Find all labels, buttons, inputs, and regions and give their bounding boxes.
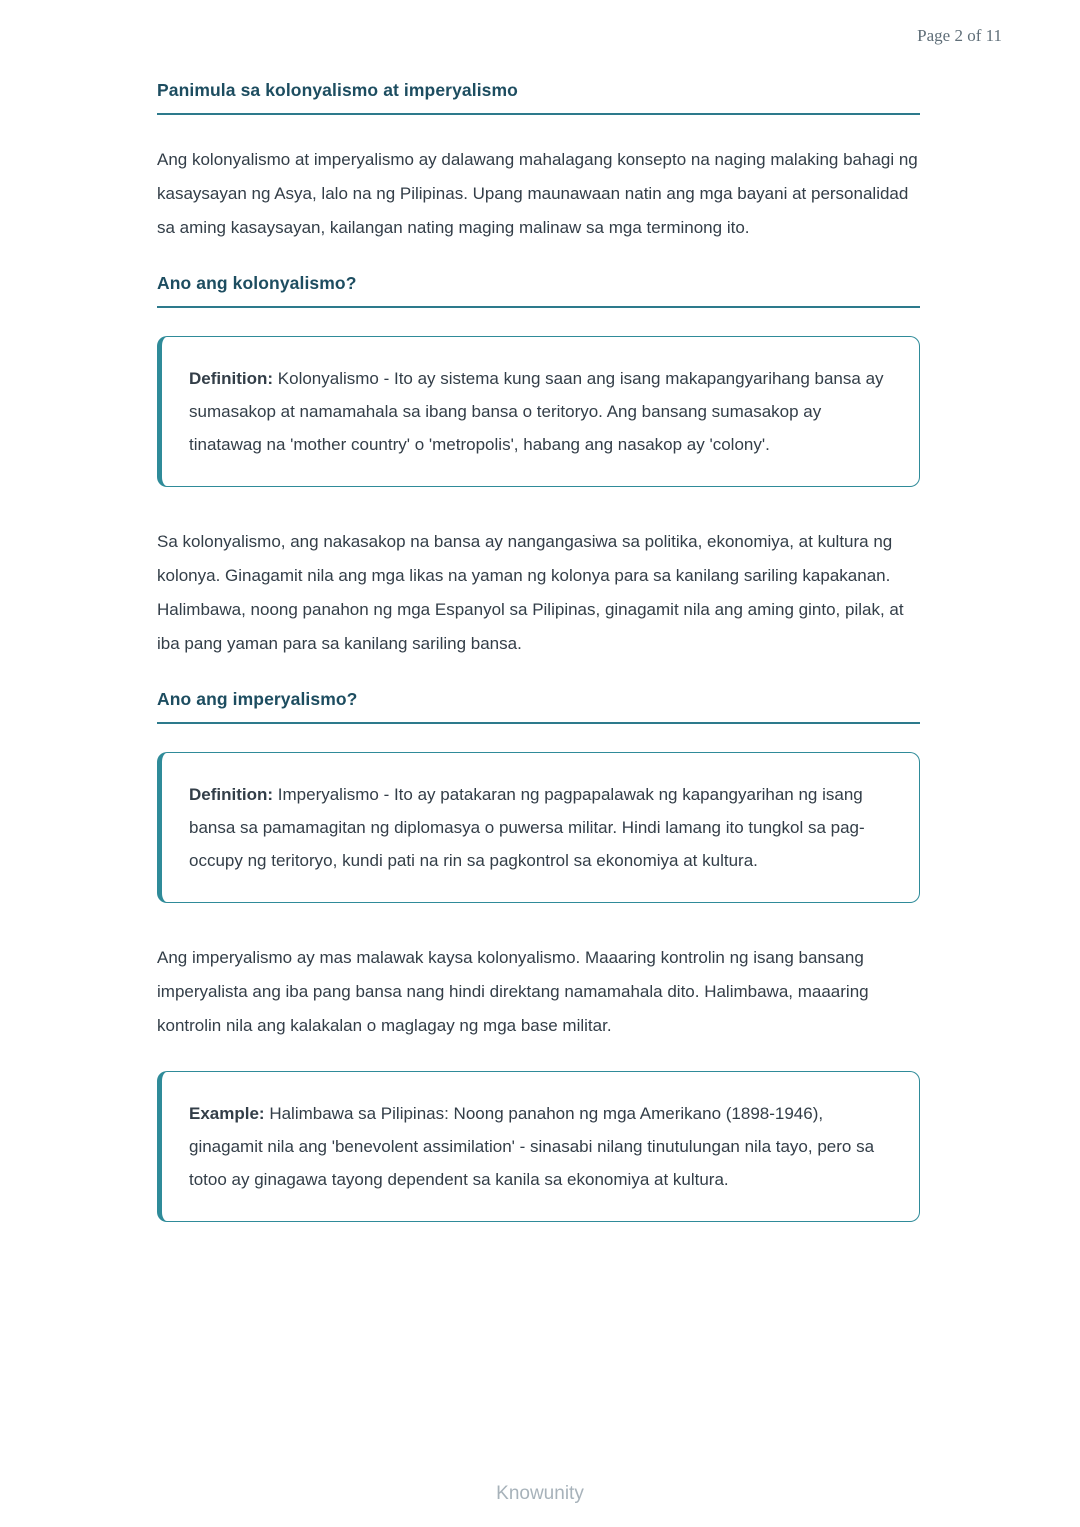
example-text: Halimbawa sa Pilipinas: Noong panahon ng mga Amerikano (1898-1946), ginagamit nila ang 'benevolent assimilation' - sinasabi nilang tinutulungan nila tayo, pero sa totoo ay ginagawa tayong dependent sa kanila sa ekonomiya at kultura.	[189, 1104, 875, 1189]
definition-box-imperyalismo	[157, 752, 920, 903]
footer-brand: Knowunity	[496, 1483, 584, 1504]
section-heading-kolonyalismo: Ano ang kolonyalismo?	[157, 273, 920, 308]
definition-text: Imperyalismo - Ito ay patakaran ng pagpapalawak ng kapangyarihan ng isang bansa sa pamamagitan ng diplomasya o puwersa militar. Hindi lamang ito tungkol sa pag-occupy ng teritoryo, kundi pati na rin sa pagkontrol sa ekonomiya at kultura.	[189, 785, 865, 870]
definition-box-kolonyalismo	[157, 336, 920, 487]
example-label: Example:	[189, 1104, 265, 1123]
page-number: Page 2 of 11	[917, 26, 1002, 45]
example-box-imperyalismo	[157, 1071, 920, 1222]
definition-label: Definition:	[189, 785, 274, 804]
section-heading-imperyalismo: Ano ang imperyalismo?	[157, 689, 920, 724]
section-heading-intro: Panimula sa kolonyalismo at imperyalismo	[157, 80, 920, 115]
paragraph-imperyalismo: Ang imperyalismo ay mas malawak kaysa kolonyalismo. Maaaring kontrolin ng isang bansang imperyalista ang iba pang bansa nang hindi direktang namamahala dito. Halimbawa, maaaring kontrolin nila ang kalakalan o maglagay ng mga base militar.	[157, 948, 869, 1035]
paragraph-intro: Ang kolonyalismo at imperyalismo ay dalawang mahalagang konsepto na naging malaking bahagi ng kasaysayan ng Asya, lalo na ng Pilipinas. Upang maunawaan natin ang mga bayani at personalidad sa aming kasaysayan, kailangan nating maging malinaw sa mga terminong ito.	[157, 150, 918, 237]
definition-text: Kolonyalismo - Ito ay sistema kung saan ang isang makapangyarihang bansa ay sumasakop at namamahala sa ibang bansa o teritoryo. Ang bansang sumasakop ay tinatawag na 'mother country' o 'metropolis', habang ang nasakop ay 'colony'.	[189, 369, 884, 454]
paragraph-kolonyalismo: Sa kolonyalismo, ang nakasakop na bansa ay nangangasiwa sa politika, ekonomiya, at kultura ng kolonya. Ginagamit nila ang mga likas na yaman ng kolonya para sa kanilang sariling kapakanan. Halimbawa, noong panahon ng mga Espanyol sa Pilipinas, ginagamit nila ang aming ginto, pilak, at iba pang yaman para sa kanilang sariling bansa.	[157, 532, 904, 653]
definition-label: Definition:	[189, 369, 274, 388]
